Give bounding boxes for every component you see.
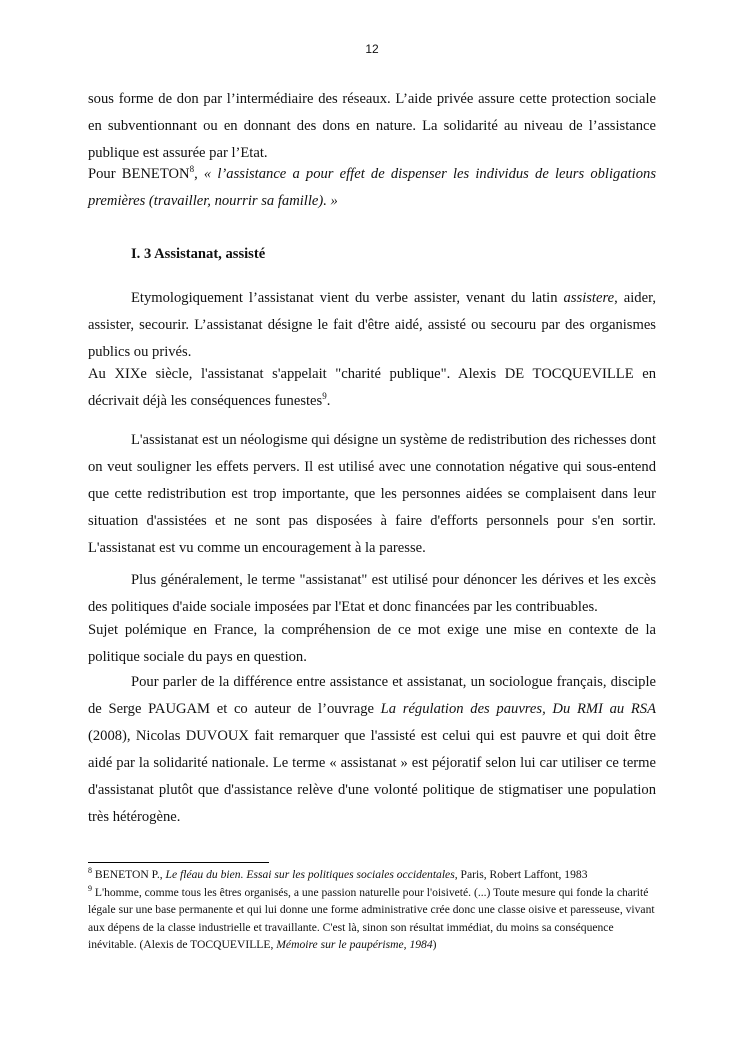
footnote-ref-9[interactable]: 9 [322, 391, 327, 402]
general-paragraph: Plus généralement, le terme "assistanat" est utilisé pour dénoncer les dérives et les excès des politiques d'aide sociale imposées par l'Etat et donc financées par les contribuables. [88, 572, 656, 615]
text: Etymologiquement l’assistanat vient du verbe assister, venant du latin [131, 290, 564, 306]
quote-lead: Pour BENETON [88, 166, 190, 182]
text: (2008), Nicolas DUVOUX fait remarquer que l'assisté est celui qui est pauvre et qui doit être aidé par la solidarité nationale. Le terme « assistanat » est péjoratif selon lui car utiliser ce terme d'assistanat plutôt que d'assistance relève d'une volonté politique de stigmatiser une population très hétérogène. [88, 728, 656, 825]
page-number: 12 [365, 42, 379, 56]
text: Pour parler de la différence entre assistance et assistanat, un sociologue français, disciple de Serge PAUGAM et co auteur de l’ouvrage [88, 674, 656, 717]
general-block [88, 567, 656, 831]
beneton-quote-paragraph [88, 161, 656, 215]
xix-paragraph [88, 361, 656, 415]
text: . [326, 393, 331, 409]
book-title: Le fléau du bien. Essai sur les politiques sociales occidentales [165, 868, 455, 881]
difference-paragraph [88, 669, 656, 831]
text: L'homme, comme tous les êtres organisés, a une passion naturelle pour l'oisiveté. (...) Toute mesure qui fonde la charité légale sur une base permanente et qui lui donne une forme administrative crée donc une classe oisive et paresseuse, vivant aux dépens de la classe industrielle et travaillante. C'est là, sinon son résultat immédiat, du moins sa conséquence inévitable. (Alexis de TOCQUEVILLE, [88, 885, 655, 952]
text: , aider, assister, secourir. L’assistanat désigne le fait d'être aidé, assisté ou secouru par des organismes publics ou privés. [88, 290, 656, 360]
book-title: La régulation des pauvres, Du RMI au RSA [380, 701, 657, 717]
text: ) [432, 938, 437, 952]
footnotes [88, 866, 658, 954]
beneton-quote: « l’assistance a pour effet de dispenser les individus de leurs obligations premières (travailler, nourrir sa famille). » [88, 166, 656, 209]
intro-block [88, 86, 656, 215]
intro-paragraph: sous forme de don par l’intermédiaire des réseaux. L’aide privée assure cette protection sociale en subventionnant ou en donnant des dons en nature. La solidarité au niveau de l’assistance publique est assurée par l’Etat. [88, 91, 656, 161]
neologism-paragraph: L'assistanat est un néologisme qui désigne un système de redistribution des richesses dont on veut souligner les effets pervers. Il est utilisé avec une connotation négative qui sous-entend que cette redistribution est trop importante, que les personnes aidées se complaisent dans leur situation d'assistées et ne sont pas disposées à faire d'efforts personnels pour s'en sortir. L'assistanat est vu comme un encouragement à la paresse. [88, 432, 656, 556]
footnote-9 [88, 884, 658, 954]
footnote-8 [88, 866, 658, 884]
text: BENETON P., [92, 868, 166, 881]
text: , Paris, Robert Laffont, 1983 [454, 868, 588, 881]
sujet-paragraph: Sujet polémique en France, la compréhension de ce mot exige une mise en contexte de la politique sociale du pays en question. [88, 622, 656, 665]
book-title: Mémoire sur le paupérisme, 1984 [276, 938, 433, 952]
latin-term: assistere [563, 290, 615, 306]
section-heading: I. 3 Assistanat, assisté [131, 246, 266, 262]
footnote-number: 8 [88, 866, 92, 876]
etymology-paragraph [88, 285, 656, 366]
footnote-separator [88, 862, 269, 863]
etymology-block [88, 285, 656, 415]
neologism-block [88, 427, 656, 562]
footnote-number: 9 [88, 883, 92, 893]
text: Au XIXe siècle, l'assistanat s'appelait "charité publique". Alexis DE TOCQUEVILLE en décrivait déjà les conséquences funestes [88, 366, 656, 409]
footnote-ref-8[interactable]: 8 [189, 164, 195, 175]
quote-sep: , [194, 166, 204, 182]
